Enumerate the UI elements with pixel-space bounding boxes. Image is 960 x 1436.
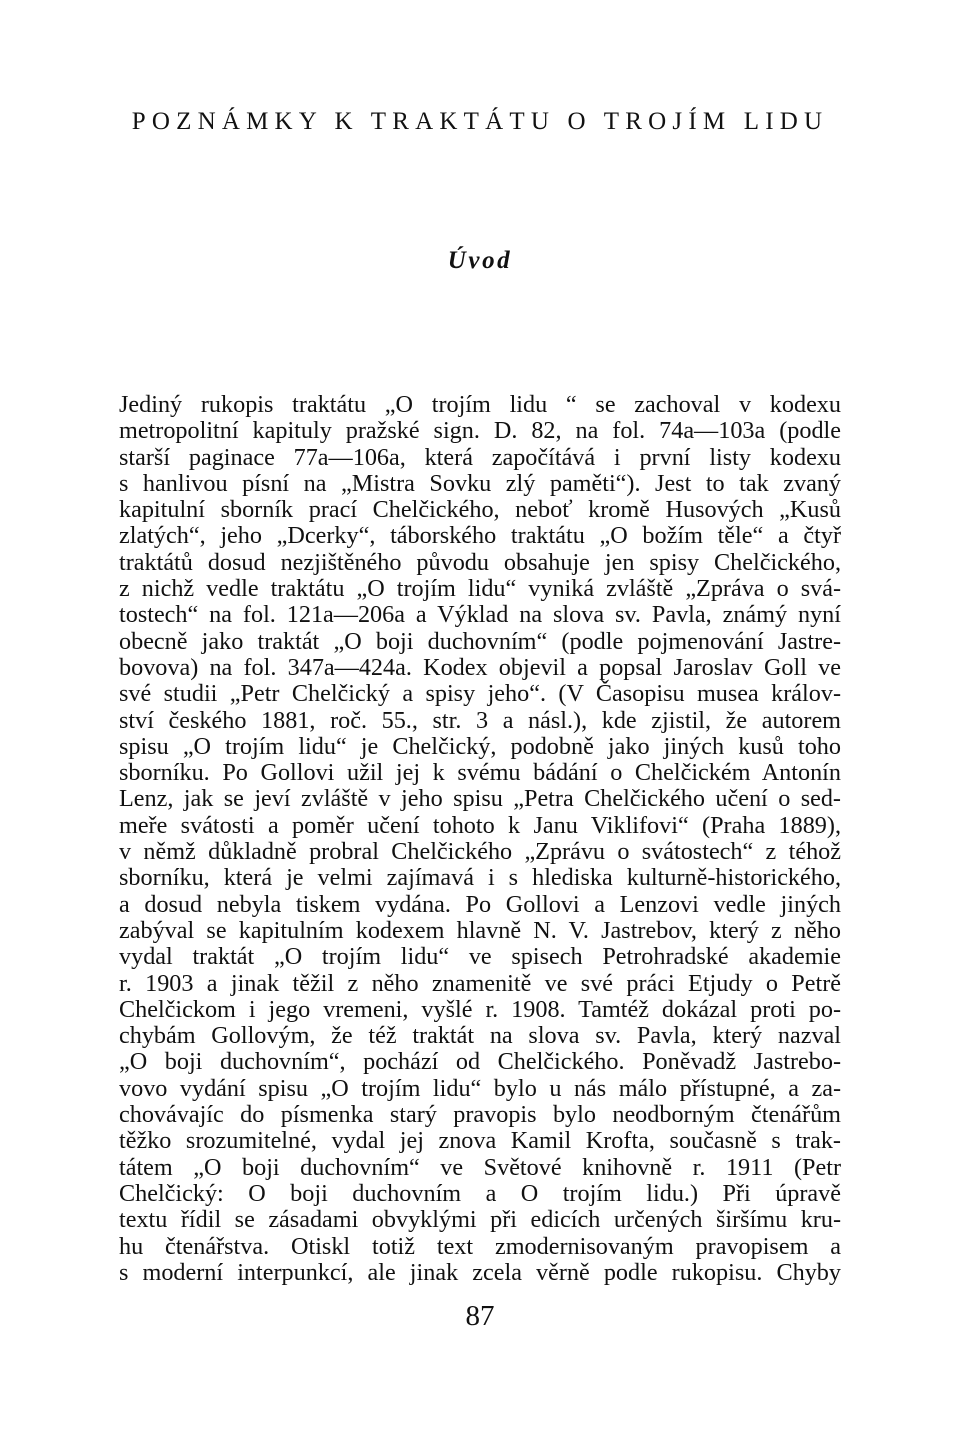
text-line: r. 1903 a jinak těžil z něho znamenitě ve své práci Etjudy o Petrě xyxy=(119,969,841,997)
text-line: Chelčickom i jego vremeni, vyšlé r. 1908. Tamtéž dokázal proti po- xyxy=(119,995,841,1023)
text-line: s hanlivou písní na „Mistra Sovku zlý paměti“). Jest to tak zvaný xyxy=(119,469,841,497)
text-line: tostech“ na fol. 121a—206a a Výklad na slova sv. Pavla, známý nyní xyxy=(119,601,841,629)
text-line: sborníku, která je velmi zajímavá i s hlediska kulturně-historického, xyxy=(119,864,841,892)
section-title: Úvod xyxy=(447,247,513,274)
text-line: chybám Gollovým, že též traktát na slova sv. Pavla, který nazval xyxy=(119,1022,841,1050)
text-line: tátem „O boji duchovním“ ve Světové knihovně r. 1911 (Petr xyxy=(119,1153,841,1181)
text-line: hu čtenářstva. Otiskl totiž text zmodernisovaným pravopisem a xyxy=(119,1232,841,1260)
text-line: své studii „Petr Chelčický a spisy jeho“. (V Časopisu musea králov- xyxy=(119,680,841,708)
text-line: metropolitní kapituly pražské sign. D. 82, na fol. 74a—103a (podle xyxy=(119,417,841,445)
text-line: Lenz, jak se jeví zvláště v jeho spisu „Petra Chelčického učení o sed- xyxy=(119,785,841,813)
text-line: s moderní interpunkcí, ale jinak zcela věrně podle rukopisu. Chyby xyxy=(119,1258,841,1286)
text-line: ství českého 1881, roč. 55., str. 3 a násl.), kde zjistil, že autorem xyxy=(119,706,841,734)
text-line: sborníku. Po Gollovi užil jej k svému bádání o Chelčickém Antonín xyxy=(119,759,841,787)
text-line: starší paginace 77a—106a, která započítává i první listy kodexu xyxy=(119,443,841,471)
page-number: 87 xyxy=(465,1300,495,1332)
text-line: vovo vydání spisu „O trojím lidu“ bylo u nás málo přístupné, a za- xyxy=(119,1074,841,1102)
text-line: textu řídil se zásadami obvyklými při edicích určených širšímu kru- xyxy=(119,1206,841,1234)
text-line: zabýval se kapitulním kodexem hlavně N. V. Jastrebov, který z něho xyxy=(119,916,841,944)
text-line: spisu „O trojím lidu“ je Chelčický, podobně jako jiných kusů toho xyxy=(119,732,841,760)
text-line: v němž důkladně probral Chelčického „Zprávu o svátostech“ z téhož xyxy=(119,838,841,866)
text-line: z nichž vedle traktátu „O trojím lidu“ vyniká zvláště „Zpráva o svá- xyxy=(119,575,841,603)
body-paragraph xyxy=(119,392,841,1286)
text-line: a dosud nebyla tiskem vydána. Po Gollovi a Lenzovi vedle jiných xyxy=(119,890,841,918)
text-line: obecně jako traktát „O boji duchovním“ (podle pojmenování Jastre- xyxy=(119,627,841,655)
text-line: vydal traktát „O trojím lidu“ ve spisech Petrohradské akademie xyxy=(119,943,841,971)
text-line: „O boji duchovním“, pochází od Chelčického. Poněvadž Jastrebo- xyxy=(119,1048,841,1076)
page-heading: POZNÁMKY K TRAKTÁTU O TROJÍM LIDU xyxy=(131,108,829,135)
text-line: Jediný rukopis traktátu „O trojím lidu “ se zachoval v kodexu xyxy=(119,391,841,418)
text-line: Chelčický: O boji duchovním a O trojím lidu.) Při úpravě xyxy=(119,1179,841,1207)
text-line: kapitulní sborník prací Chelčického, neboť kromě Husových „Kusů xyxy=(119,496,841,524)
text-line: zlatých“, jeho „Dcerky“, táborského traktátu „O božím těle“ a čtyř xyxy=(119,522,841,550)
text-line: těžko srozumitelné, vydal jej znova Kamil Krofta, současně s trak- xyxy=(119,1127,841,1155)
text-line: meře svátosti a poměr učení tohoto k Janu Viklifovi“ (Praha 1889), xyxy=(119,811,841,839)
text-line: traktátů dosud nezjištěného původu obsahuje jen spisy Chelčického, xyxy=(119,548,841,576)
text-line: chovávajíc do písmenka starý pravopis bylo neodborným čtenářům xyxy=(119,1101,841,1129)
text-line: bovova) na fol. 347a—424a. Kodex objevil a popsal Jaroslav Goll ve xyxy=(119,653,841,681)
